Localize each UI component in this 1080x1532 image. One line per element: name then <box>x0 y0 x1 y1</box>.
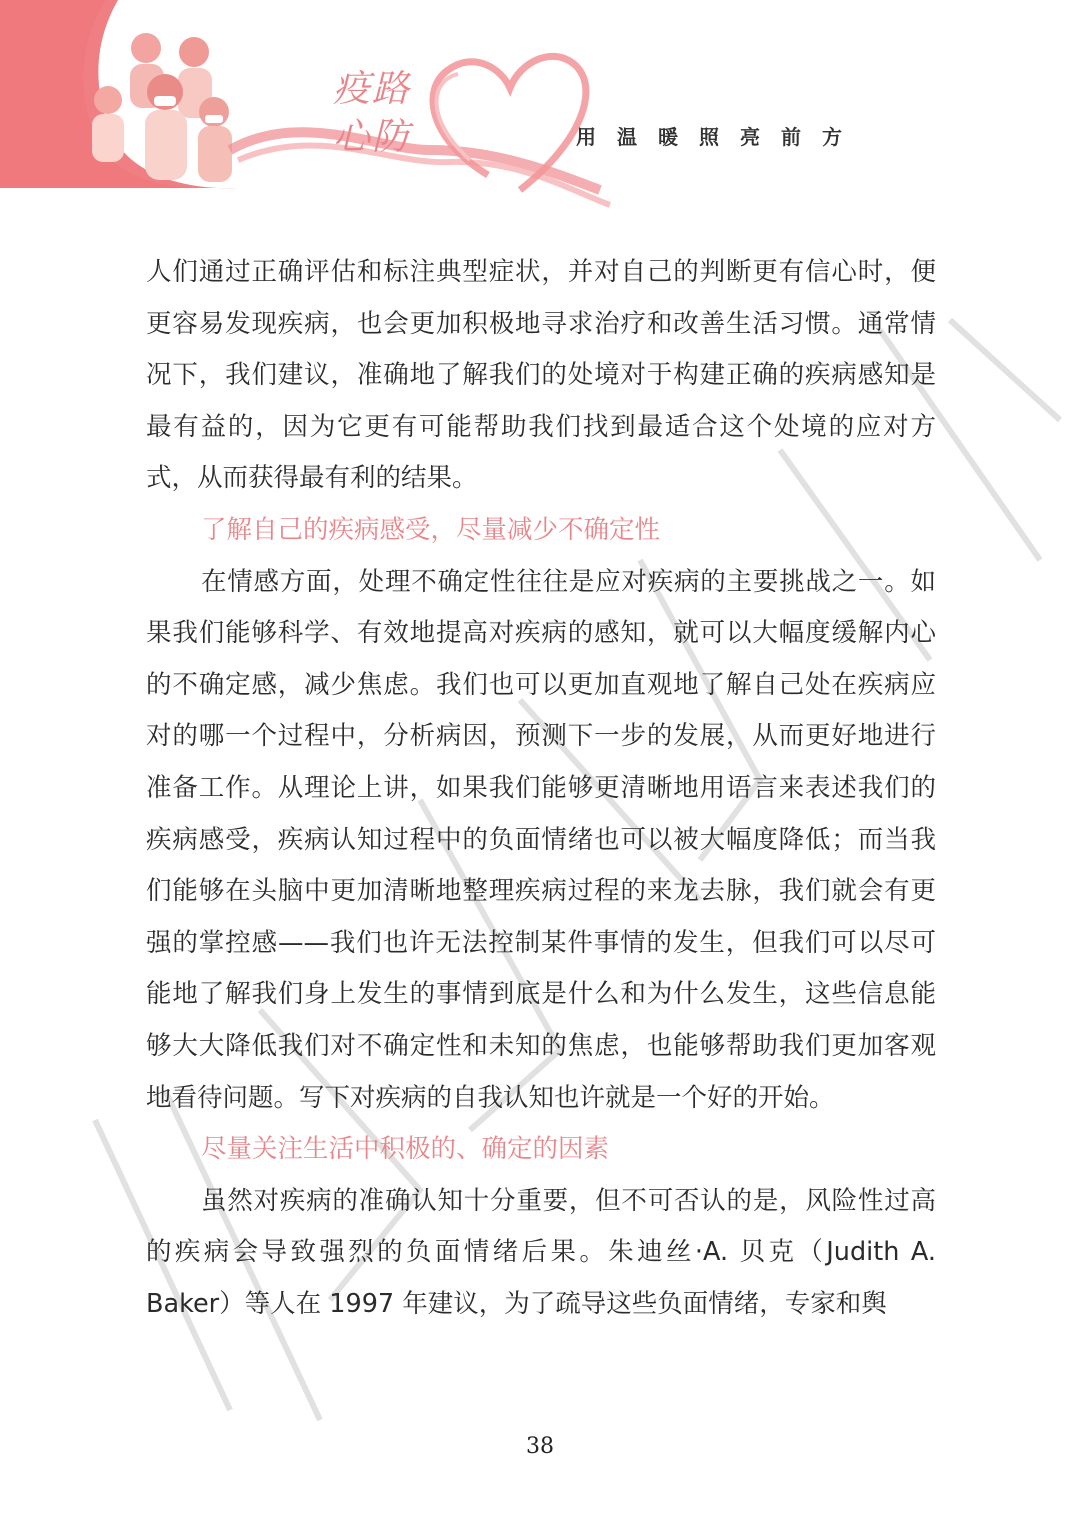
page-number: 38 <box>526 1434 554 1459</box>
brand-title-line1: 疫路 <box>333 67 411 110</box>
people-wearing-masks-illustration <box>92 33 232 182</box>
paragraph-3: 虽然对疾病的准确认知十分重要，但不可否认的是，风险性过高的疾病会导致强烈的负面情绪后果。朱迪丝·A. 贝克（Judith A. Baker）等人在 1997 年建议，为了疏导这些负面情绪，专家和舆 <box>146 1185 936 1319</box>
paragraph-1: 人们通过正确评估和标注典型症状，并对自己的判断更有信心时，便更容易发现疾病，也会更加积极地寻求治疗和改善生活习惯。通常情况下，我们建议，准确地了解我们的处境对于构建正确的疾病感知是最有益的，因为它更有可能帮助我们找到最适合这个处境的应对方式，从而获得最有利的结果。 <box>146 257 936 494</box>
section-heading-2: 尽量关注生活中积极的、确定的因素 <box>201 1134 610 1165</box>
section-heading-1: 了解自己的疾病感受，尽量减少不确定性 <box>201 514 661 545</box>
paragraph-2: 在情感方面，处理不确定性往往是应对疾病的主要挑战之一。如果我们能够科学、有效地提高对疾病的感知，就可以大幅度缓解内心的不确定感，减少焦虑。我们也可以更加直观地了解自己处在疾病应对的哪一个过程中，分析病因，预测下一步的发展，从而更好地进行准备工作。从理论上讲，如果我们能够更清晰地用语言来表述我们的疾病感受，疾病认知过程中的负面情绪也可以被大幅度降低；而当我们能够在头脑中更加清晰地整理疾病过程的来龙去脉，我们就会有更强的掌控感——我们也许无法控制某件事情的发生，但我们可以尽可能地了解我们身上发生的事情到底是什么和为什么发生，这些信息能够大大降低我们对不确定性和未知的焦虑，也能够帮助我们更加客观地看待问题。写下对疾病的自我认知也许就是一个好的开始。 <box>146 566 936 1113</box>
brand-title-line2: 心防 <box>333 115 411 158</box>
header-illustration <box>0 0 1080 230</box>
header-slogan: 用温暖照亮前方 <box>576 125 863 149</box>
article-body <box>146 247 936 1330</box>
